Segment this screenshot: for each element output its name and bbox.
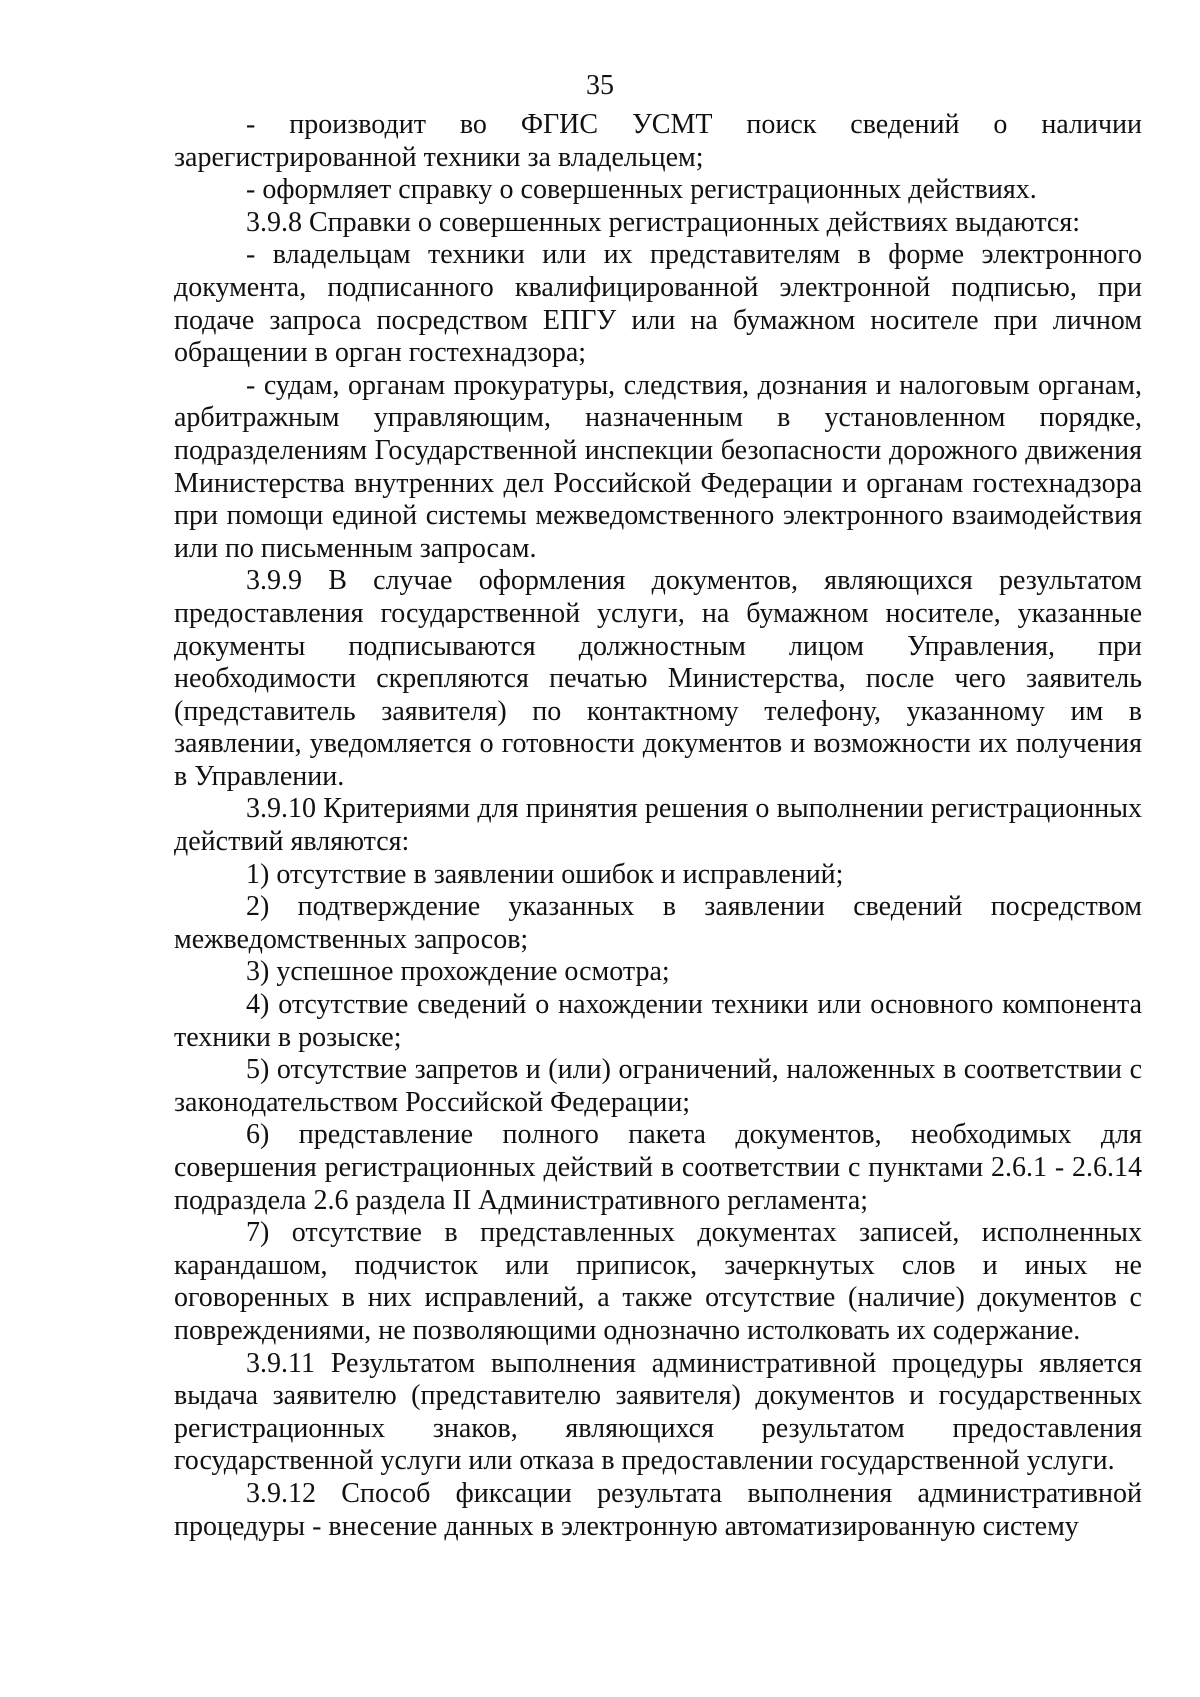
paragraph-3-9-10: 3.9.10 Критериями для принятия решения о выполнении регистрационных действий являются: [174,793,1142,858]
paragraph-owners: - владельцам техники или их представителям в форме электронного документа, подписанного квалифицированной электронной подписью, при подаче запроса посредством ЕПГУ или на бумажном носителе при личном обращении в орган гостехнадзора; [174,239,1142,369]
paragraph-3-9-9: 3.9.9 В случае оформления документов, являющихся результатом предоставления государственной услуги, на бумажном носителе, указанные документы подписываются должностным лицом Управления, при необходимости скрепляются печатью Министерства, после чего заявитель (представитель заявителя) по контактному телефону, указанному им в заявлении, уведомляется о готовности документов и возможности их получения в Управлении. [174,565,1142,792]
paragraph-3-9-8: 3.9.8 Справки о совершенных регистрационных действиях выдаются: [246,206,1080,238]
paragraph-3-9-11: 3.9.11 Результатом выполнения административной процедуры является выдача заявителю (представителю заявителя) документов и государственных регистрационных знаков, являющихся результатом предоставления государственной услуги или отказа в предоставлении государственной услуги. [174,1347,1142,1477]
page-number: 35 [586,70,614,101]
document-body [174,109,1142,1543]
criterion-2: 2) подтверждение указанных в заявлении сведений посредством межведомственных запросов; [174,891,1142,955]
paragraph-search-fgis: - производит во ФГИС УСМТ поиск сведений о наличии зарегистрированной техники за владельцем; [174,109,1142,173]
criterion-7: 7) отсутствие в представленных документах записей, исполненных карандашом, подчисток или приписок, зачеркнутых слов и иных не оговоренных в них исправлений, а также отсутствие (наличие) документов с повреждениями, не позволяющими однозначно истолковать их содержание. [174,1217,1142,1346]
criterion-3: 3) успешное прохождение осмотра; [246,956,670,988]
paragraph-courts: - судам, органам прокуратуры, следствия, дознания и налоговым органам, арбитражным управляющим, назначенным в установленном порядке, подразделениям Государственной инспекции безопасности дорожного движения Министерства внутренних дел Российской Федерации и органам гостехнадзора при помощи единой системы межведомственного электронного взаимодействия или по письменным запросам. [174,369,1142,564]
criterion-6: 6) представление полного пакета документов, необходимых для совершения регистрационных действий в соответствии с пунктами 2.6.1 - 2.6.14 подраздела 2.6 раздела II Административного регламента; [174,1119,1142,1216]
criterion-4: 4) отсутствие сведений о нахождении техники или основного компонента техники в розыске; [174,989,1142,1053]
paragraph-issue-certificate: - оформляет справку о совершенных регистрационных действиях. [246,174,1037,206]
criterion-5: 5) отсутствие запретов и (или) ограничений, наложенных в соответствии с законодательством Российской Федерации; [174,1054,1142,1118]
criterion-1: 1) отсутствие в заявлении ошибок и исправлений; [246,858,844,890]
paragraph-3-9-12: 3.9.12 Способ фиксации результата выполнения административной процедуры - внесение данных в электронную автоматизированную систему [174,1477,1142,1542]
